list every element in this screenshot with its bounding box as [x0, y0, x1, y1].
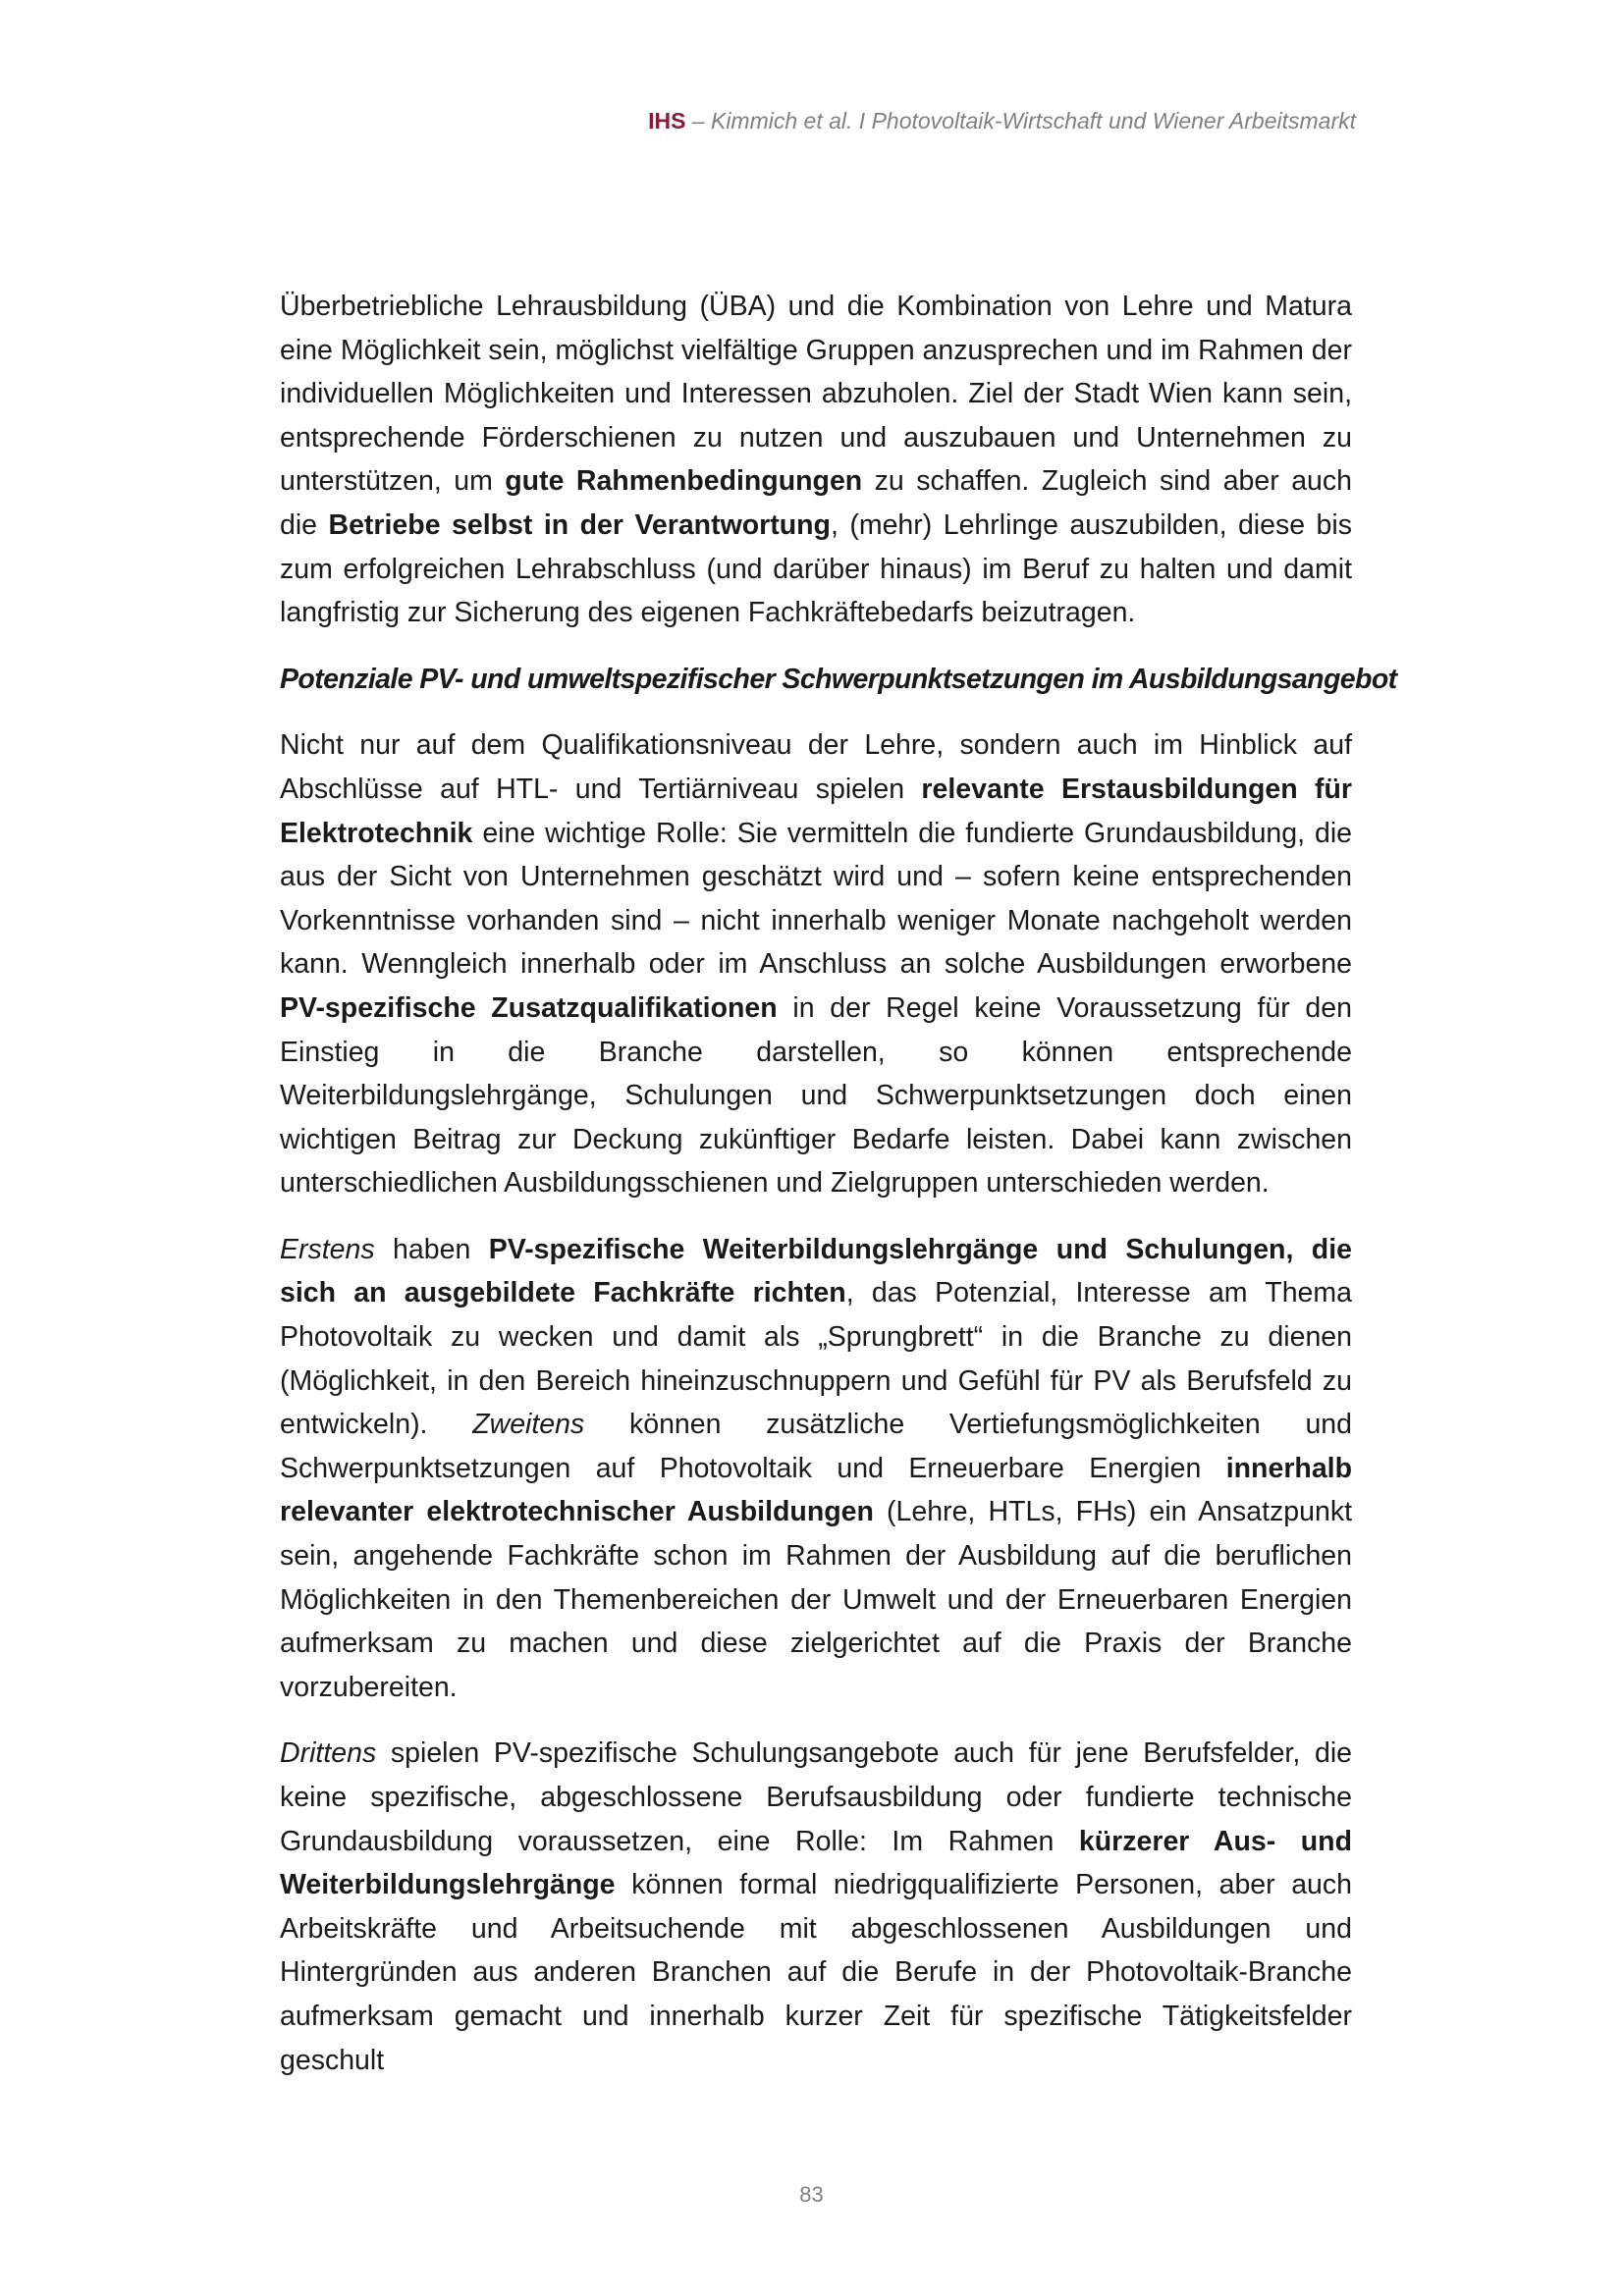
paragraph-2-bold-2: PV-spezifische Zusatzqualifikationen	[280, 991, 778, 1024]
paragraph-4-bold-1: kürzerer Aus- und Weiterbildungslehrgänge	[280, 1825, 1352, 1901]
paragraph-3-text-1: haben	[374, 1233, 489, 1265]
paragraph-3-text-2: , das Potenzial, Interesse am Thema Photovoltaik zu wecken und damit als „Sprungbrett“ in die Branche zu dienen (Möglichkeit, in den Bereich hineinzuschnuppern und Gefühl für PV als Berufsfeld zu entwickeln).	[280, 1277, 1352, 1441]
body-text	[280, 285, 1397, 2105]
paragraph-1-text-3: , (mehr) Lehrlinge auszubilden, diese bis zum erfolgreichen Lehrabschluss (und darüber hinaus) im Beruf zu halten und damit langfristig zur Sicherung des eigenen Fachkräftebedarfs beizutragen.	[280, 508, 1352, 629]
paragraph-1-bold-1: gute Rahmenbedingungen	[505, 465, 863, 498]
paragraph-2	[280, 723, 1352, 1205]
section-subheading: Potenziale PV- und umweltspezifischer Schwerpunktsetzungen im Ausbildungsangebot	[280, 663, 1397, 695]
paragraph-1-bold-2: Betriebe selbst in der Verantwortung	[328, 508, 831, 541]
paragraph-1	[280, 285, 1352, 635]
paragraph-4-italic-1: Drittens	[280, 1737, 377, 1770]
page-number: 83	[799, 2182, 824, 2207]
paragraph-4-text-2: können formal niedrigqualifizierte Personen, aber auch Arbeitskräfte und Arbeitsuchende mit abgeschlossenen Ausbildungen und Hintergründen aus anderen Branchen auf die Berufe in der Photovoltaik-Branche aufmerksam gemacht und innerhalb kurzer Zeit für spezifische Tätigkeitsfelder geschult	[280, 1869, 1352, 2076]
paragraph-3-text-4: (Lehre, HTLs, FHs) ein Ansatzpunkt sein, angehende Fachkräfte schon im Rahmen der Ausbildung auf die beruflichen Möglichkeiten in den Themenbereichen der Umwelt und der Erneuerbaren Energien aufmerksam zu machen und diese zielgerichtet auf die Praxis der Branche vorzubereiten.	[280, 1496, 1352, 1703]
paragraph-1-text-1: Überbetriebliche Lehrausbildung (ÜBA) und die Kombination von Lehre und Matura eine Möglichkeit sein, möglichst vielfältige Gruppen anzusprechen und im Rahmen der individuellen Möglichkeiten und Interessen abzuholen. Ziel der Stadt Wien kann sein, entsprechende Förderschienen zu nutzen und auszubauen und Unternehmen zu unterstützen, um	[280, 291, 1352, 498]
running-header	[648, 108, 1356, 134]
paragraph-3-text-3: können zusätzliche Vertiefungsmöglichkeiten und Schwerpunktsetzungen auf Photovoltaik und Erneuerbare Energien	[280, 1409, 1352, 1484]
header-brand: IHS	[648, 108, 686, 133]
paragraph-4	[280, 1732, 1352, 2082]
paragraph-3-italic-2: Zweitens	[472, 1409, 585, 1441]
paragraph-3	[280, 1228, 1352, 1710]
paragraph-1-text-2: zu schaffen. Zugleich sind aber auch die	[280, 465, 1352, 541]
header-separator: –	[685, 108, 711, 133]
paragraph-2-text-1: Nicht nur auf dem Qualifikationsniveau der Lehre, sondern auch im Hinblick auf Abschlüsse auf HTL- und Tertiärniveau spielen	[280, 729, 1352, 805]
paragraph-3-bold-1: PV-spezifische Weiterbildungslehrgänge und Schulungen, die sich an ausgebildete Fachkräfte richten	[280, 1233, 1352, 1309]
paragraph-2-text-3: in der Regel keine Voraussetzung für den Einstieg in die Branche darstellen, so können entsprechende Weiterbildungslehrgänge, Schulungen und Schwerpunktsetzungen doch einen wichtigen Beitrag zur Deckung zukünftiger Bedarfe leisten. Dabei kann zwischen unterschiedlichen Ausbildungsschienen und Zielgruppen unterschieden werden.	[280, 991, 1352, 1200]
paragraph-2-bold-1: relevante Erstausbildungen für Elektrotechnik	[280, 773, 1352, 849]
paragraph-2-text-2: eine wichtige Rolle: Sie vermitteln die fundierte Grundausbildung, die aus der Sicht von Unternehmen geschätzt wird und – sofern keine entsprechenden Vorkenntnisse vorhanden sind – nicht innerhalb weniger Monate nachgeholt werden kann. Wenngleich innerhalb oder im Anschluss an solche Ausbildungen erworbene	[280, 817, 1352, 981]
header-title: Kimmich et al. I Photovoltaik-Wirtschaft und Wiener Arbeitsmarkt	[710, 108, 1356, 133]
paragraph-3-italic-1: Erstens	[280, 1233, 375, 1265]
paragraph-3-bold-2: innerhalb relevanter elektrotechnischer Ausbildungen	[280, 1452, 1352, 1528]
paragraph-4-text-1: spielen PV-spezifische Schulungsangebote auch für jene Berufsfelder, die keine spezifische, abgeschlossene Berufsausbildung oder fundierte technische Grundausbildung voraussetzen, eine Rolle: Im Rahmen	[280, 1737, 1352, 1857]
